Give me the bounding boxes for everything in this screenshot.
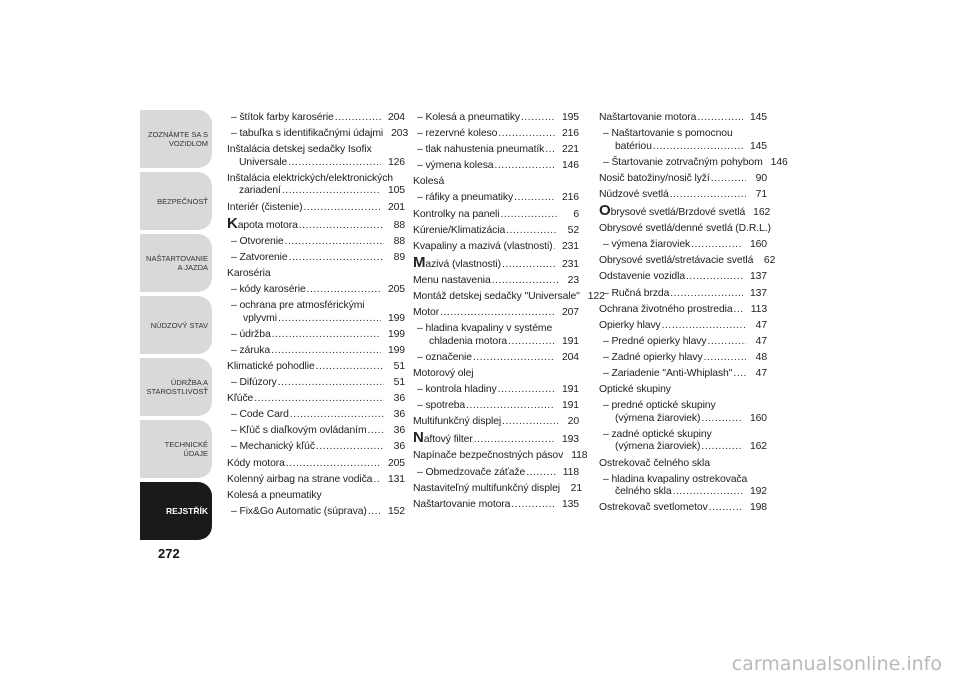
entry-label-continued: Universale (239, 156, 288, 168)
page-ref[interactable]: 62 (763, 255, 776, 267)
section-letter: N (413, 429, 424, 447)
index-entry (413, 450, 588, 463)
index-column-1 (227, 112, 409, 522)
page-ref[interactable]: 51 (393, 377, 405, 389)
entry-label: – Mechanický kľúč (231, 441, 315, 453)
tab-bezpecnost[interactable] (140, 172, 212, 230)
index-entry (413, 112, 579, 125)
page-ref[interactable]: 204 (387, 112, 405, 123)
page-ref[interactable]: 204 (561, 351, 579, 363)
page-ref[interactable]: 152 (387, 505, 405, 517)
page-ref[interactable]: 207 (561, 307, 579, 319)
leader-dots (686, 271, 743, 284)
index-entry (413, 176, 579, 189)
page-ref[interactable]: 113 (750, 303, 767, 315)
page-ref[interactable]: 162 (749, 441, 767, 453)
leader-dots (733, 368, 746, 381)
leader-dots (373, 474, 381, 487)
leader-dots (440, 307, 555, 320)
leader-dots (316, 361, 384, 374)
entry-label: Kvapaliny a mazivá (vlastnosti) (413, 240, 553, 252)
leader-dots (711, 173, 746, 186)
leader-dots (288, 157, 381, 170)
tab-nastartovanie[interactable] (140, 234, 212, 292)
tab-label: BEZPEČNOSŤ (157, 196, 208, 206)
tab-rejstrik[interactable] (140, 482, 212, 540)
leader-dots (316, 441, 384, 454)
leader-dots (254, 393, 384, 406)
entry-label: Multifunkčný displej (413, 416, 502, 428)
entry-label: – Naštartovanie s pomocnou (603, 128, 733, 140)
index-entry (413, 192, 579, 205)
entry-label: – hladina kvapaliny v systéme (417, 323, 553, 335)
page-ref[interactable]: 216 (561, 192, 579, 204)
page-ref[interactable]: 6 (573, 208, 579, 220)
section-letter: K (227, 214, 238, 232)
entry-label: Nosič batožiny/nosič lyží (599, 172, 710, 184)
page-ref[interactable]: 131 (387, 473, 405, 485)
watermark: carmanualsonline.info (731, 653, 942, 675)
page-ref[interactable]: 145 (749, 140, 767, 152)
index-entry (599, 352, 767, 365)
index-entry (413, 416, 579, 429)
entry-label: Menu nastavenia (413, 274, 491, 286)
leader-dots (708, 336, 747, 349)
page-ref[interactable]: 193 (561, 434, 579, 446)
page-ref[interactable]: 162 (753, 207, 771, 219)
tab-label: NAŠTARTOVANIE A JAZDA (146, 254, 208, 272)
entry-label: Odstavenie vozidla (599, 271, 685, 283)
index-entry (227, 409, 405, 422)
page-ref[interactable]: 36 (393, 425, 405, 437)
tab-label: REJSTŘÍK (165, 505, 208, 516)
page-ref[interactable]: 47 (755, 335, 767, 347)
page-ref[interactable]: 201 (387, 201, 405, 213)
index-entry (413, 209, 579, 222)
index-entry (227, 329, 405, 342)
index-entry (227, 377, 405, 390)
page-ref[interactable]: 36 (393, 441, 405, 453)
page-ref[interactable]: 21 (570, 482, 582, 494)
entry-label: Kapota motora (227, 214, 298, 232)
index-entry (413, 499, 579, 512)
leader-dots (282, 185, 381, 198)
leader-dots (303, 202, 380, 215)
index-entry (413, 160, 579, 173)
page-ref[interactable]: 191 (561, 384, 579, 396)
entry-label: Obrysové svetlá/stretávacie svetlá (599, 255, 754, 267)
index-entry (599, 502, 767, 515)
index-entry (413, 253, 579, 272)
entry-label: Opierky hlavy (599, 319, 661, 331)
page-ref[interactable]: 90 (755, 172, 767, 184)
page-ref[interactable]: 216 (561, 128, 579, 140)
leader-dots (474, 434, 555, 447)
leader-dots (498, 128, 555, 141)
page-ref[interactable]: 195 (561, 112, 579, 123)
leader-dots (368, 425, 384, 438)
entry-label: – Ručná brzda (603, 287, 670, 299)
entry-label: – ráfiky a pneumatiky (417, 192, 514, 204)
entry-label: Inštalácia detskej sedačky Isofix (227, 144, 372, 156)
leader-dots (545, 144, 555, 157)
section-letter: O (599, 202, 611, 220)
page-ref[interactable]: 199 (387, 344, 405, 356)
entry-label: – zadné optické skupiny (603, 428, 712, 440)
index-entry (413, 291, 605, 304)
chapter-tabs (140, 110, 212, 544)
index-entry (413, 368, 579, 381)
entry-label: Kolesá (413, 176, 445, 188)
entry-label: Kontrolky na paneli (413, 208, 500, 220)
entry-label: – výmena žiaroviek (603, 239, 691, 251)
index-entry (599, 112, 767, 125)
index-entry (599, 368, 767, 381)
index-entry (227, 300, 405, 325)
entry-label: Kolenný airbag na strane vodiča (227, 473, 373, 485)
leader-dots (673, 486, 743, 499)
leader-dots (285, 236, 384, 249)
leader-dots (508, 336, 555, 349)
entry-label: Napínače bezpečnostných pásov (413, 450, 564, 462)
index-entry (599, 458, 767, 471)
page-ref[interactable]: 199 (387, 312, 405, 324)
index-entry (413, 482, 582, 496)
index-entry (413, 128, 579, 141)
leader-dots (492, 275, 558, 288)
leader-dots (286, 458, 381, 471)
page-ref[interactable]: 122 (587, 291, 605, 303)
index-entry (599, 173, 767, 186)
index-entry (227, 490, 405, 503)
entry-label: Kódy motora (227, 457, 285, 469)
leader-dots (670, 189, 746, 202)
page-ref[interactable]: 160 (749, 239, 767, 251)
section-letter: M (413, 253, 426, 271)
leader-dots (494, 160, 554, 173)
entry-label: – Otvorenie (231, 235, 284, 247)
entry-label: Optické skupiny (599, 384, 671, 396)
page-ref[interactable]: 221 (561, 144, 579, 156)
tab-label: NÚDZOVÝ STAV (150, 320, 208, 330)
page-ref[interactable]: 36 (393, 393, 405, 405)
leader-dots (498, 384, 555, 397)
index-entry (413, 307, 579, 320)
leader-dots (502, 259, 555, 272)
page-ref[interactable]: 52 (567, 224, 579, 236)
leader-dots (272, 329, 381, 342)
index-entry (227, 474, 405, 487)
index-entry (227, 425, 405, 438)
index-entry (599, 400, 767, 425)
entry-label: – Zariadenie "Anti-Whiplash" (603, 368, 733, 379)
entry-label: Obrysové svetlá/denné svetlá (D.R.L.) (599, 223, 771, 235)
index-column-3 (599, 112, 788, 518)
page-ref[interactable]: 118 (562, 466, 579, 478)
entry-label: Ochrana životného prostredia (599, 303, 733, 315)
index-entry (413, 467, 579, 480)
index-entry (599, 189, 767, 202)
index-entry (413, 352, 579, 365)
page-number: 272 (158, 546, 180, 561)
entry-label: – údržba (231, 328, 271, 340)
index-entry (227, 252, 405, 265)
entry-label-continued: chladenia motora (429, 335, 508, 347)
entry-label: Kúrenie/Klimatizácia (413, 224, 506, 236)
entry-label: – Kľúč s diaľkovým ovládaním (231, 425, 367, 437)
index-entry (413, 225, 579, 238)
index-entry (227, 112, 405, 125)
entry-label: – Predné opierky hlavy (603, 335, 707, 347)
leader-dots (554, 241, 555, 254)
entry-label: Inštalácia elektrických/elektronických (227, 172, 393, 184)
entry-label-continued: (výmena žiaroviek) (615, 412, 701, 424)
index-entry (227, 284, 405, 297)
entry-label-continued: vplyvmi (243, 312, 277, 324)
index-entry (413, 384, 579, 397)
page-ref[interactable]: 231 (561, 258, 579, 270)
entry-label: – kontrola hladiny (417, 384, 497, 396)
entry-label: – kódy karosérie (231, 284, 306, 296)
index-entry (599, 128, 767, 153)
entry-label-continued: zariadení (239, 185, 281, 197)
page-ref[interactable]: 205 (387, 457, 405, 469)
entry-label: Mazivá (vlastnosti) (413, 253, 501, 271)
tab-nudzovy-stav[interactable] (140, 296, 212, 354)
leader-dots (368, 506, 381, 519)
entry-label: – Fix&Go Automatic (súprava) (231, 505, 367, 517)
page-ref[interactable]: 105 (387, 185, 405, 197)
leader-dots (466, 400, 555, 413)
leader-dots (502, 416, 558, 429)
page-ref[interactable]: 89 (393, 251, 405, 263)
index-entry (227, 173, 405, 198)
entry-label: Nastaviteľný multifunkčný displej (413, 482, 560, 494)
entry-label: – tabuľka s identifikačnými údajmi (231, 128, 384, 140)
entry-label: Núdzové svetlá (599, 188, 669, 200)
entry-label: Ostrekovač čelného skla (599, 457, 710, 469)
page-ref[interactable]: 137 (749, 287, 767, 299)
page-ref[interactable]: 51 (393, 361, 405, 372)
index-entry (599, 156, 788, 170)
index-entry (227, 393, 405, 406)
leader-dots (500, 209, 558, 222)
entry-label: – Obmedzovače záťaže (417, 466, 526, 478)
leader-dots (514, 192, 555, 205)
page-ref[interactable]: 48 (755, 351, 767, 363)
page-ref[interactable]: 191 (561, 400, 579, 412)
leader-dots (506, 225, 558, 238)
leader-dots (704, 352, 746, 365)
entry-label: Karoséria (227, 267, 271, 279)
entry-label: Klimatické pohodlie (227, 361, 315, 372)
entry-label-continued: čelného skla (615, 486, 672, 498)
leader-dots (473, 352, 555, 365)
entry-label: Kľúče (227, 393, 254, 405)
entry-label: – rezervné koleso (417, 128, 498, 140)
tab-label: TECHNICKÉ ÚDAJE (164, 440, 208, 458)
leader-dots (335, 112, 381, 125)
page-ref[interactable]: 126 (387, 156, 405, 168)
leader-dots (691, 239, 743, 252)
leader-dots (307, 284, 381, 297)
index-entry (599, 320, 767, 333)
index-entry (227, 268, 405, 281)
index-entry (413, 400, 579, 413)
leader-dots (278, 313, 381, 326)
index-entry (227, 144, 405, 169)
entry-label: Kolesá a pneumatiky (227, 489, 322, 501)
entry-label: Montáž detskej sedačky "Universale" (413, 291, 580, 303)
entry-label: – Code Card (231, 409, 289, 421)
entry-label: Obrysové svetlá/Brzdové svetlá (599, 202, 746, 220)
entry-label: – predné optické skupiny (603, 400, 716, 412)
page-ref[interactable]: 146 (770, 156, 788, 168)
index-entry (227, 345, 405, 358)
entry-label: – označenie (417, 351, 472, 363)
page-ref[interactable]: 145 (749, 112, 767, 123)
index-entry (599, 304, 767, 317)
leader-dots (278, 377, 384, 390)
index-entry (599, 202, 771, 220)
page-ref[interactable]: 118 (571, 450, 588, 462)
page-ref[interactable]: 192 (749, 486, 767, 498)
page-ref[interactable]: 231 (561, 240, 579, 252)
index-entry (413, 144, 579, 157)
leader-dots (526, 467, 556, 480)
index-entry (227, 214, 405, 233)
page-ref[interactable]: 205 (387, 284, 405, 296)
entry-label: – hladina kvapaliny ostrekovača (603, 473, 748, 485)
index-entry (227, 458, 405, 471)
entry-label: – Zatvorenie (231, 251, 288, 263)
entry-label: – ochrana pre atmosférickými (231, 300, 365, 312)
leader-dots (271, 345, 381, 358)
entry-label: – Zadné opierky hlavy (603, 351, 703, 363)
page-ref[interactable]: 135 (561, 498, 579, 510)
page-ref[interactable]: 146 (561, 160, 579, 172)
page-ref[interactable]: 71 (755, 188, 767, 200)
index-entry (599, 336, 767, 349)
page-ref[interactable]: 47 (755, 319, 767, 331)
page-ref[interactable]: 203 (391, 128, 409, 140)
entry-label: Interiér (čistenie) (227, 201, 303, 213)
index-entry (227, 506, 405, 519)
page-ref[interactable]: 191 (561, 335, 579, 347)
leader-dots (734, 304, 744, 317)
leader-dots (697, 112, 743, 125)
entry-label-continued: (výmena žiaroviek) (615, 441, 701, 453)
entry-label: – Difúzory (231, 377, 277, 389)
entry-label: – spotreba (417, 400, 466, 412)
entry-label: – záruka (231, 344, 271, 356)
entry-label: – Kolesá a pneumatiky (417, 112, 521, 123)
index-entry (413, 323, 579, 348)
index-entry (413, 241, 579, 254)
leader-dots (709, 502, 743, 515)
index-entry (227, 128, 409, 141)
index-entry (599, 384, 767, 397)
leader-dots (670, 288, 743, 301)
page-ref[interactable]: 36 (393, 409, 405, 421)
entry-label: Motorový olej (413, 368, 474, 379)
page-ref[interactable]: 23 (567, 274, 579, 286)
leader-dots (662, 320, 746, 333)
index-entry (413, 429, 579, 447)
index-entry (599, 255, 776, 268)
entry-label: – štítok farby karosérie (231, 112, 334, 123)
index-entry (599, 288, 767, 301)
entry-label: Ostrekovač svetlometov (599, 502, 708, 514)
entry-label: Motor (413, 307, 440, 319)
page-ref[interactable]: 160 (749, 412, 767, 424)
tab-udrzba[interactable] (140, 358, 212, 416)
index-column-2 (413, 112, 605, 515)
page-ref[interactable]: 88 (393, 219, 405, 231)
leader-dots (701, 441, 743, 454)
tab-technicke-udaje[interactable] (140, 420, 212, 478)
index-entry (599, 223, 771, 236)
entry-label: Naštartovanie motora (413, 498, 511, 510)
index-entry (599, 429, 767, 454)
page-ref[interactable]: 198 (749, 502, 767, 514)
page-ref[interactable]: 199 (387, 328, 405, 340)
tab-label: ZOZNÁMTE SA S VOZIDLOM (147, 130, 208, 148)
entry-label: – Štartovanie zotrvačným pohybom (603, 156, 763, 168)
entry-label: – výmena kolesa (417, 160, 494, 172)
tab-label: ÚDRŽBA A STAROSTLIVOSŤ (146, 378, 208, 396)
leader-dots (511, 499, 555, 512)
index-entry (227, 236, 405, 249)
leader-dots (290, 409, 384, 422)
entry-label: Naštartovanie motora (599, 112, 697, 123)
leader-dots (521, 112, 555, 125)
page-ref[interactable]: 47 (755, 368, 767, 379)
leader-dots (701, 413, 743, 426)
index-entry (599, 239, 767, 252)
entry-label-continued: batériou (615, 140, 652, 152)
entry-label: Naftový filter (413, 429, 473, 447)
entry-label: – tlak nahustenia pneumatík (417, 144, 545, 156)
leader-dots (653, 141, 743, 154)
index-entry (227, 441, 405, 454)
index-entry (599, 474, 767, 499)
index-entry (413, 275, 579, 288)
index-entry (227, 361, 405, 374)
leader-dots (289, 252, 384, 265)
page-ref[interactable]: 20 (567, 416, 579, 428)
page-ref[interactable]: 137 (749, 271, 767, 283)
index-entry (599, 271, 767, 284)
leader-dots (299, 220, 384, 233)
tab-zoznamte-sa[interactable] (140, 110, 212, 168)
page-ref[interactable]: 88 (393, 235, 405, 247)
index-entry (227, 202, 405, 215)
